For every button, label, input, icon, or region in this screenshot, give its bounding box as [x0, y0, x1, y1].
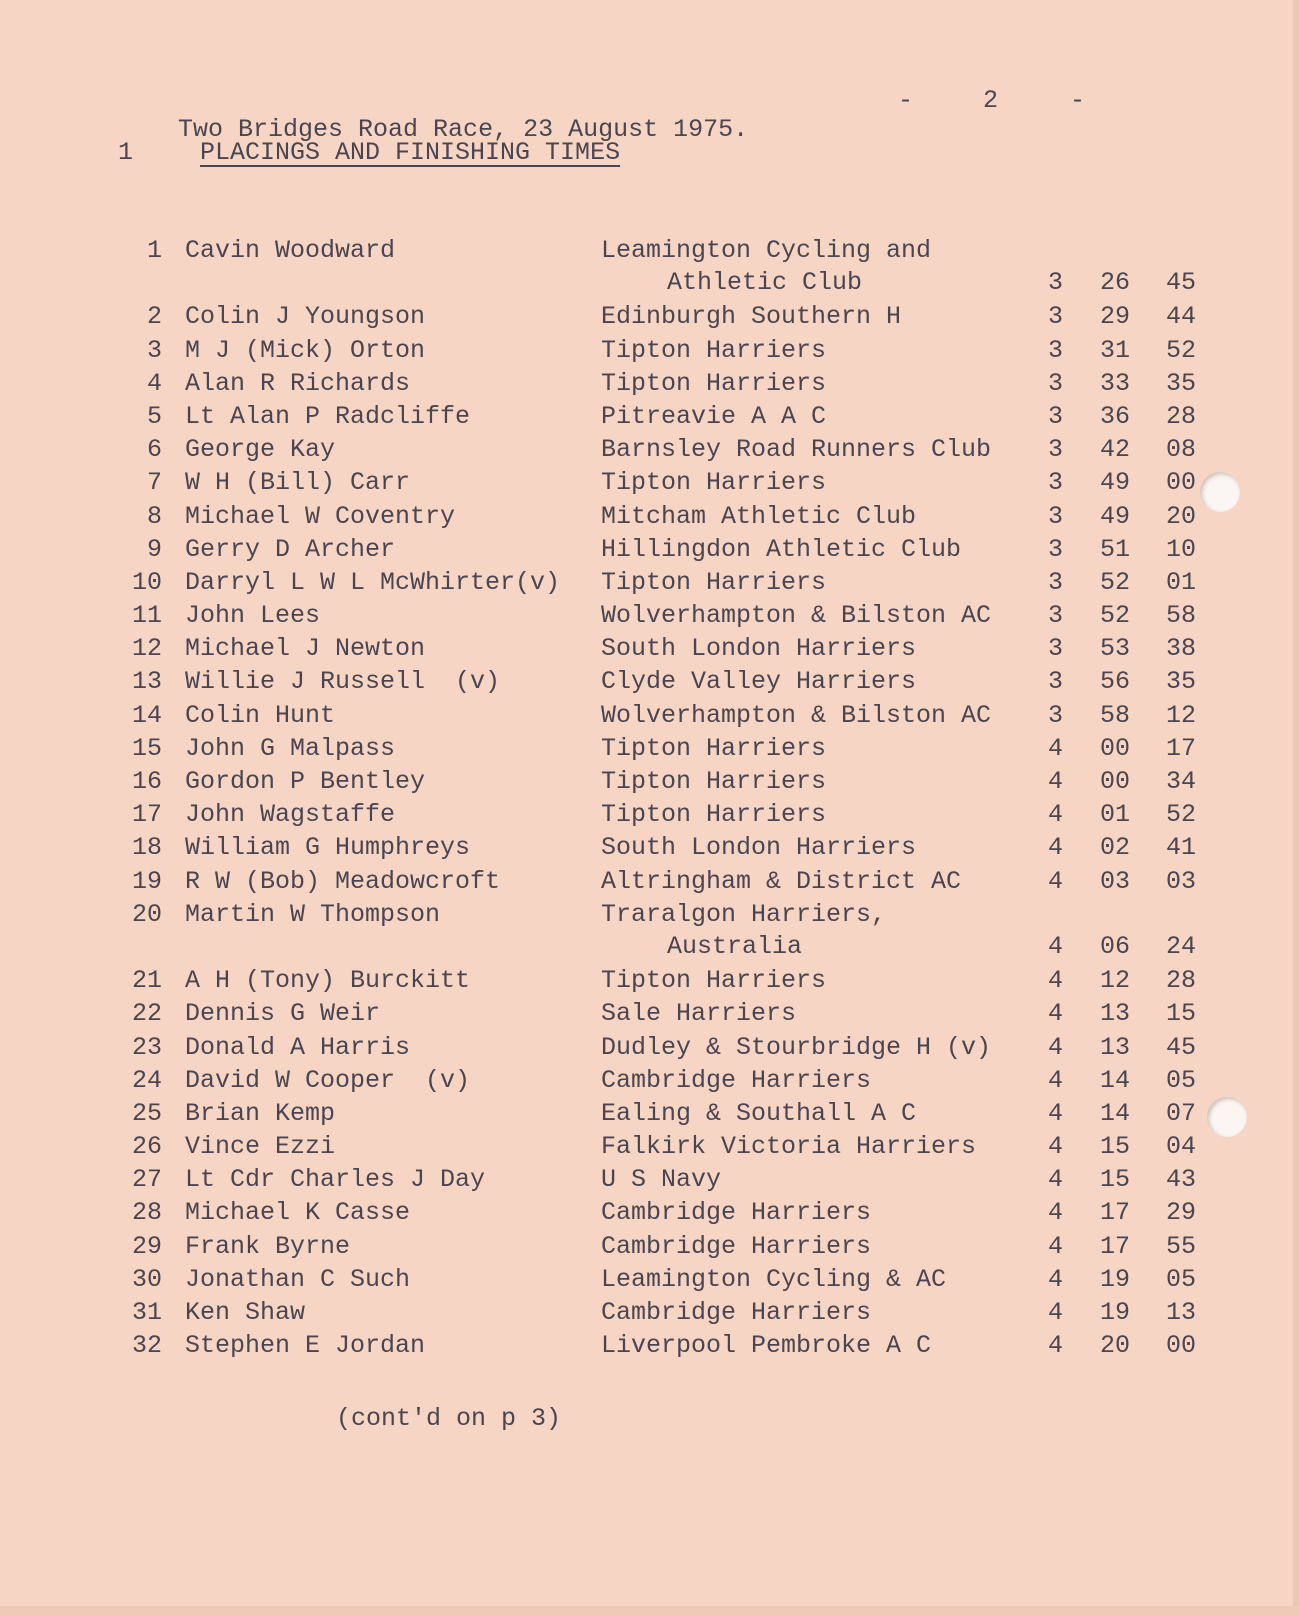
- runner-name: Martin W Thompson: [185, 899, 441, 929]
- result-row: [0, 1165, 1299, 1198]
- time-minutes: 36: [1100, 401, 1131, 431]
- result-row: [0, 1099, 1299, 1132]
- time-minutes: 15: [1100, 1165, 1131, 1195]
- time-minutes: 49: [1100, 468, 1131, 498]
- placing: 12: [131, 634, 162, 664]
- time-minutes: 56: [1100, 667, 1131, 697]
- time-minutes: 15: [1100, 1132, 1131, 1162]
- page-dash-right: -: [1070, 86, 1086, 115]
- placing: 6: [146, 435, 162, 465]
- result-row: [0, 1132, 1299, 1165]
- page-edge-bottom: [0, 1606, 1299, 1616]
- runner-name: Stephen E Jordan: [185, 1331, 426, 1361]
- result-row: [0, 336, 1299, 369]
- club-name: Pitreavie A A C: [601, 401, 827, 431]
- runner-name: Colin Hunt: [185, 700, 336, 730]
- time-hours: 4: [1048, 1331, 1064, 1361]
- result-row: [0, 601, 1299, 634]
- placing: 29: [131, 1231, 162, 1261]
- time-hours: 4: [1048, 999, 1064, 1029]
- time-seconds: 52: [1166, 800, 1197, 830]
- time-hours: 3: [1048, 700, 1064, 730]
- time-minutes: 13: [1100, 1032, 1131, 1062]
- placing: 5: [146, 401, 162, 431]
- placing: 10: [131, 567, 162, 597]
- time-hours: 4: [1048, 800, 1064, 830]
- time-minutes: 19: [1100, 1264, 1131, 1294]
- time-minutes: 26: [1100, 268, 1131, 297]
- club-name: Tipton Harriers: [601, 567, 827, 597]
- runner-name: Colin J Youngson: [185, 302, 426, 332]
- placing: 14: [131, 700, 162, 730]
- runner-name: Alan R Richards: [185, 368, 411, 398]
- runner-name: Michael J Newton: [185, 634, 426, 664]
- runner-name: A H (Tony) Burckitt: [185, 966, 471, 996]
- time-minutes: 03: [1100, 866, 1131, 896]
- time-hours: 3: [1048, 534, 1064, 564]
- time-hours: 4: [1048, 1065, 1064, 1095]
- page-number: 2: [983, 86, 999, 115]
- runner-name: W H (Bill) Carr: [185, 468, 411, 498]
- time-seconds: 03: [1166, 866, 1197, 896]
- result-row: [0, 634, 1299, 667]
- result-row: [0, 302, 1299, 335]
- time-minutes: 12: [1100, 966, 1131, 996]
- result-row: [0, 1331, 1299, 1364]
- placing: 26: [131, 1132, 162, 1162]
- runner-name: Brian Kemp: [185, 1098, 336, 1128]
- runner-name: Michael K Casse: [185, 1198, 411, 1228]
- time-minutes: 00: [1100, 767, 1131, 797]
- time-seconds: 58: [1166, 601, 1197, 631]
- club-name: Leamington Cycling and: [601, 236, 932, 265]
- club-name: Traralgon Harriers,: [601, 899, 887, 929]
- placing: 24: [131, 1065, 162, 1095]
- result-row: [0, 502, 1299, 535]
- result-row: [0, 468, 1299, 501]
- placing: 7: [146, 468, 162, 498]
- result-row: [0, 667, 1299, 700]
- runner-name: Cavin Woodward: [185, 236, 396, 265]
- time-hours: 4: [1048, 931, 1064, 961]
- placing: 20: [131, 899, 162, 929]
- placing: 8: [146, 501, 162, 531]
- runner-name: David W Cooper (v): [185, 1065, 471, 1095]
- runner-name: George Kay: [185, 435, 336, 465]
- result-row: [0, 999, 1299, 1032]
- result-row: [0, 1265, 1299, 1298]
- time-minutes: 13: [1100, 999, 1131, 1029]
- time-minutes: 51: [1100, 534, 1131, 564]
- result-row: [0, 1232, 1299, 1265]
- time-hours: 4: [1048, 1264, 1064, 1294]
- placing: 31: [131, 1298, 162, 1328]
- time-seconds: 20: [1166, 501, 1197, 531]
- result-row: [0, 236, 1299, 302]
- club-name: Tipton Harriers: [601, 966, 827, 996]
- time-minutes: 58: [1100, 700, 1131, 730]
- time-seconds: 05: [1166, 1065, 1197, 1095]
- time-minutes: 33: [1100, 368, 1131, 398]
- runner-name: Michael W Coventry: [185, 501, 456, 531]
- placing: 15: [131, 733, 162, 763]
- time-hours: 4: [1048, 1298, 1064, 1328]
- time-hours: 3: [1048, 401, 1064, 431]
- time-hours: 4: [1048, 1132, 1064, 1162]
- placing: 23: [131, 1032, 162, 1062]
- time-seconds: 01: [1166, 567, 1197, 597]
- result-row: [0, 767, 1299, 800]
- time-hours: 4: [1048, 833, 1064, 863]
- placing: 17: [131, 800, 162, 830]
- club-name: Falkirk Victoria Harriers: [601, 1132, 977, 1162]
- runner-name: John Lees: [185, 601, 321, 631]
- result-row: [0, 966, 1299, 999]
- placing: 30: [131, 1264, 162, 1294]
- club-name: Sale Harriers: [601, 999, 797, 1029]
- time-seconds: 05: [1166, 1264, 1197, 1294]
- time-hours: 3: [1048, 368, 1064, 398]
- result-row: [0, 1033, 1299, 1066]
- result-row: [0, 535, 1299, 568]
- placing: 9: [146, 534, 162, 564]
- club-name: Cambridge Harriers: [601, 1198, 872, 1228]
- time-minutes: 52: [1100, 601, 1131, 631]
- result-row: [0, 568, 1299, 601]
- club-name-continued: Athletic Club: [667, 268, 863, 297]
- placing: 2: [146, 302, 162, 332]
- time-hours: 3: [1048, 601, 1064, 631]
- runner-name: Ken Shaw: [185, 1298, 306, 1328]
- time-seconds: 44: [1166, 302, 1197, 332]
- time-hours: 4: [1048, 966, 1064, 996]
- time-minutes: 01: [1100, 800, 1131, 830]
- time-seconds: 55: [1166, 1231, 1197, 1261]
- club-name: Altringham & District AC: [601, 866, 962, 896]
- time-hours: 3: [1048, 335, 1064, 365]
- result-row: [0, 402, 1299, 435]
- time-minutes: 31: [1100, 335, 1131, 365]
- runner-name: M J (Mick) Orton: [185, 335, 426, 365]
- runner-name: Dennis G Weir: [185, 999, 381, 1029]
- time-seconds: 28: [1166, 966, 1197, 996]
- runner-name: Lt Cdr Charles J Day: [185, 1165, 486, 1195]
- placing: 21: [131, 966, 162, 996]
- placing: 3: [146, 335, 162, 365]
- result-row: [0, 800, 1299, 833]
- result-row: [0, 900, 1299, 966]
- placing: 19: [131, 866, 162, 896]
- time-seconds: 04: [1166, 1132, 1197, 1162]
- club-name: South London Harriers: [601, 833, 917, 863]
- time-seconds: 00: [1166, 468, 1197, 498]
- time-seconds: 29: [1166, 1198, 1197, 1228]
- club-name: U S Navy: [601, 1165, 722, 1195]
- runner-name: Darryl L W L McWhirter(v): [185, 567, 561, 597]
- time-minutes: 20: [1100, 1331, 1131, 1361]
- club-name: South London Harriers: [601, 634, 917, 664]
- club-name: Cambridge Harriers: [601, 1298, 872, 1328]
- club-name: Cambridge Harriers: [601, 1231, 872, 1261]
- placing: 16: [131, 767, 162, 797]
- time-minutes: 19: [1100, 1298, 1131, 1328]
- club-name: Tipton Harriers: [601, 800, 827, 830]
- time-hours: 4: [1048, 1098, 1064, 1128]
- time-minutes: 53: [1100, 634, 1131, 664]
- time-seconds: 17: [1166, 733, 1197, 763]
- time-minutes: 14: [1100, 1098, 1131, 1128]
- page-dash-left: -: [898, 86, 914, 115]
- time-hours: 4: [1048, 1198, 1064, 1228]
- runner-name: William G Humphreys: [185, 833, 471, 863]
- runner-name: Lt Alan P Radcliffe: [185, 401, 471, 431]
- placing: 28: [131, 1198, 162, 1228]
- time-seconds: 41: [1166, 833, 1197, 863]
- runner-name: Vince Ezzi: [185, 1132, 336, 1162]
- runner-name: Gerry D Archer: [185, 534, 396, 564]
- club-name: Tipton Harriers: [601, 468, 827, 498]
- result-row: [0, 734, 1299, 767]
- time-seconds: 28: [1166, 401, 1197, 431]
- result-row: [0, 701, 1299, 734]
- time-hours: 4: [1048, 1165, 1064, 1195]
- time-seconds: 08: [1166, 435, 1197, 465]
- time-hours: 3: [1048, 501, 1064, 531]
- time-seconds: 15: [1166, 999, 1197, 1029]
- placing: 27: [131, 1165, 162, 1195]
- time-seconds: 00: [1166, 1331, 1197, 1361]
- time-minutes: 49: [1100, 501, 1131, 531]
- time-hours: 4: [1048, 1231, 1064, 1261]
- runner-name: R W (Bob) Meadowcroft: [185, 866, 501, 896]
- time-seconds: 10: [1166, 534, 1197, 564]
- club-name: Hillingdon Athletic Club: [601, 534, 962, 564]
- result-row: [0, 1198, 1299, 1231]
- time-seconds: 52: [1166, 335, 1197, 365]
- club-name: Tipton Harriers: [601, 335, 827, 365]
- runner-name: Jonathan C Such: [185, 1264, 411, 1294]
- time-hours: 4: [1048, 1032, 1064, 1062]
- time-seconds: 12: [1166, 700, 1197, 730]
- club-name: Ealing & Southall A C: [601, 1098, 917, 1128]
- time-minutes: 17: [1100, 1198, 1131, 1228]
- section-title: PLACINGS AND FINISHING TIMES: [200, 138, 621, 167]
- time-seconds: 45: [1166, 1032, 1197, 1062]
- club-name: Barnsley Road Runners Club: [601, 435, 992, 465]
- runner-name: John Wagstaffe: [185, 800, 396, 830]
- time-hours: 3: [1048, 567, 1064, 597]
- result-row: [0, 833, 1299, 866]
- placing: 32: [131, 1331, 162, 1361]
- time-seconds: 35: [1166, 368, 1197, 398]
- placing: 4: [146, 368, 162, 398]
- time-hours: 3: [1048, 634, 1064, 664]
- result-row: [0, 369, 1299, 402]
- club-name: Clyde Valley Harriers: [601, 667, 917, 697]
- runner-name: John G Malpass: [185, 733, 396, 763]
- time-hours: 3: [1048, 302, 1064, 332]
- time-seconds: 07: [1166, 1098, 1197, 1128]
- result-row: [0, 435, 1299, 468]
- time-hours: 4: [1048, 866, 1064, 896]
- time-minutes: 02: [1100, 833, 1131, 863]
- time-minutes: 14: [1100, 1065, 1131, 1095]
- time-minutes: 17: [1100, 1231, 1131, 1261]
- continuation-note: (cont'd on p 3): [336, 1404, 562, 1433]
- time-seconds: 24: [1166, 931, 1197, 961]
- placing: 1: [146, 236, 162, 265]
- time-minutes: 29: [1100, 302, 1131, 332]
- time-hours: 4: [1048, 733, 1064, 763]
- club-name: Mitcham Athletic Club: [601, 501, 917, 531]
- results-list: [0, 236, 1299, 1364]
- time-seconds: 45: [1166, 268, 1197, 297]
- placing: 25: [131, 1098, 162, 1128]
- time-seconds: 13: [1166, 1298, 1197, 1328]
- result-row: [0, 1066, 1299, 1099]
- runner-name: Frank Byrne: [185, 1231, 351, 1261]
- placing: 11: [131, 601, 162, 631]
- club-name: Liverpool Pembroke A C: [601, 1331, 932, 1361]
- placing: 18: [131, 833, 162, 863]
- time-hours: 4: [1048, 767, 1064, 797]
- result-row: [0, 1298, 1299, 1331]
- placing: 13: [131, 667, 162, 697]
- time-minutes: 42: [1100, 435, 1131, 465]
- time-seconds: 38: [1166, 634, 1197, 664]
- time-minutes: 00: [1100, 733, 1131, 763]
- time-seconds: 35: [1166, 667, 1197, 697]
- time-hours: 3: [1048, 268, 1064, 297]
- runner-name: Willie J Russell (v): [185, 667, 501, 697]
- time-hours: 3: [1048, 468, 1064, 498]
- club-name: Cambridge Harriers: [601, 1065, 872, 1095]
- time-seconds: 43: [1166, 1165, 1197, 1195]
- club-name: Tipton Harriers: [601, 368, 827, 398]
- result-row: [0, 867, 1299, 900]
- club-name: Wolverhampton & Bilston AC: [601, 601, 992, 631]
- time-hours: 3: [1048, 667, 1064, 697]
- time-minutes: 52: [1100, 567, 1131, 597]
- club-name: Leamington Cycling & AC: [601, 1264, 947, 1294]
- section-number: 1: [118, 138, 134, 167]
- runner-name: Gordon P Bentley: [185, 767, 426, 797]
- document-title: Two Bridges Road Race, 23 August 1975.: [178, 115, 749, 144]
- time-seconds: 34: [1166, 767, 1197, 797]
- time-minutes: 06: [1100, 931, 1131, 961]
- club-name: Dudley & Stourbridge H (v): [601, 1032, 992, 1062]
- club-name-continued: Australia: [667, 931, 803, 961]
- time-hours: 3: [1048, 435, 1064, 465]
- placing: 22: [131, 999, 162, 1029]
- club-name: Tipton Harriers: [601, 733, 827, 763]
- club-name: Edinburgh Southern H: [601, 302, 902, 332]
- club-name: Tipton Harriers: [601, 767, 827, 797]
- runner-name: Donald A Harris: [185, 1032, 411, 1062]
- club-name: Wolverhampton & Bilston AC: [601, 700, 992, 730]
